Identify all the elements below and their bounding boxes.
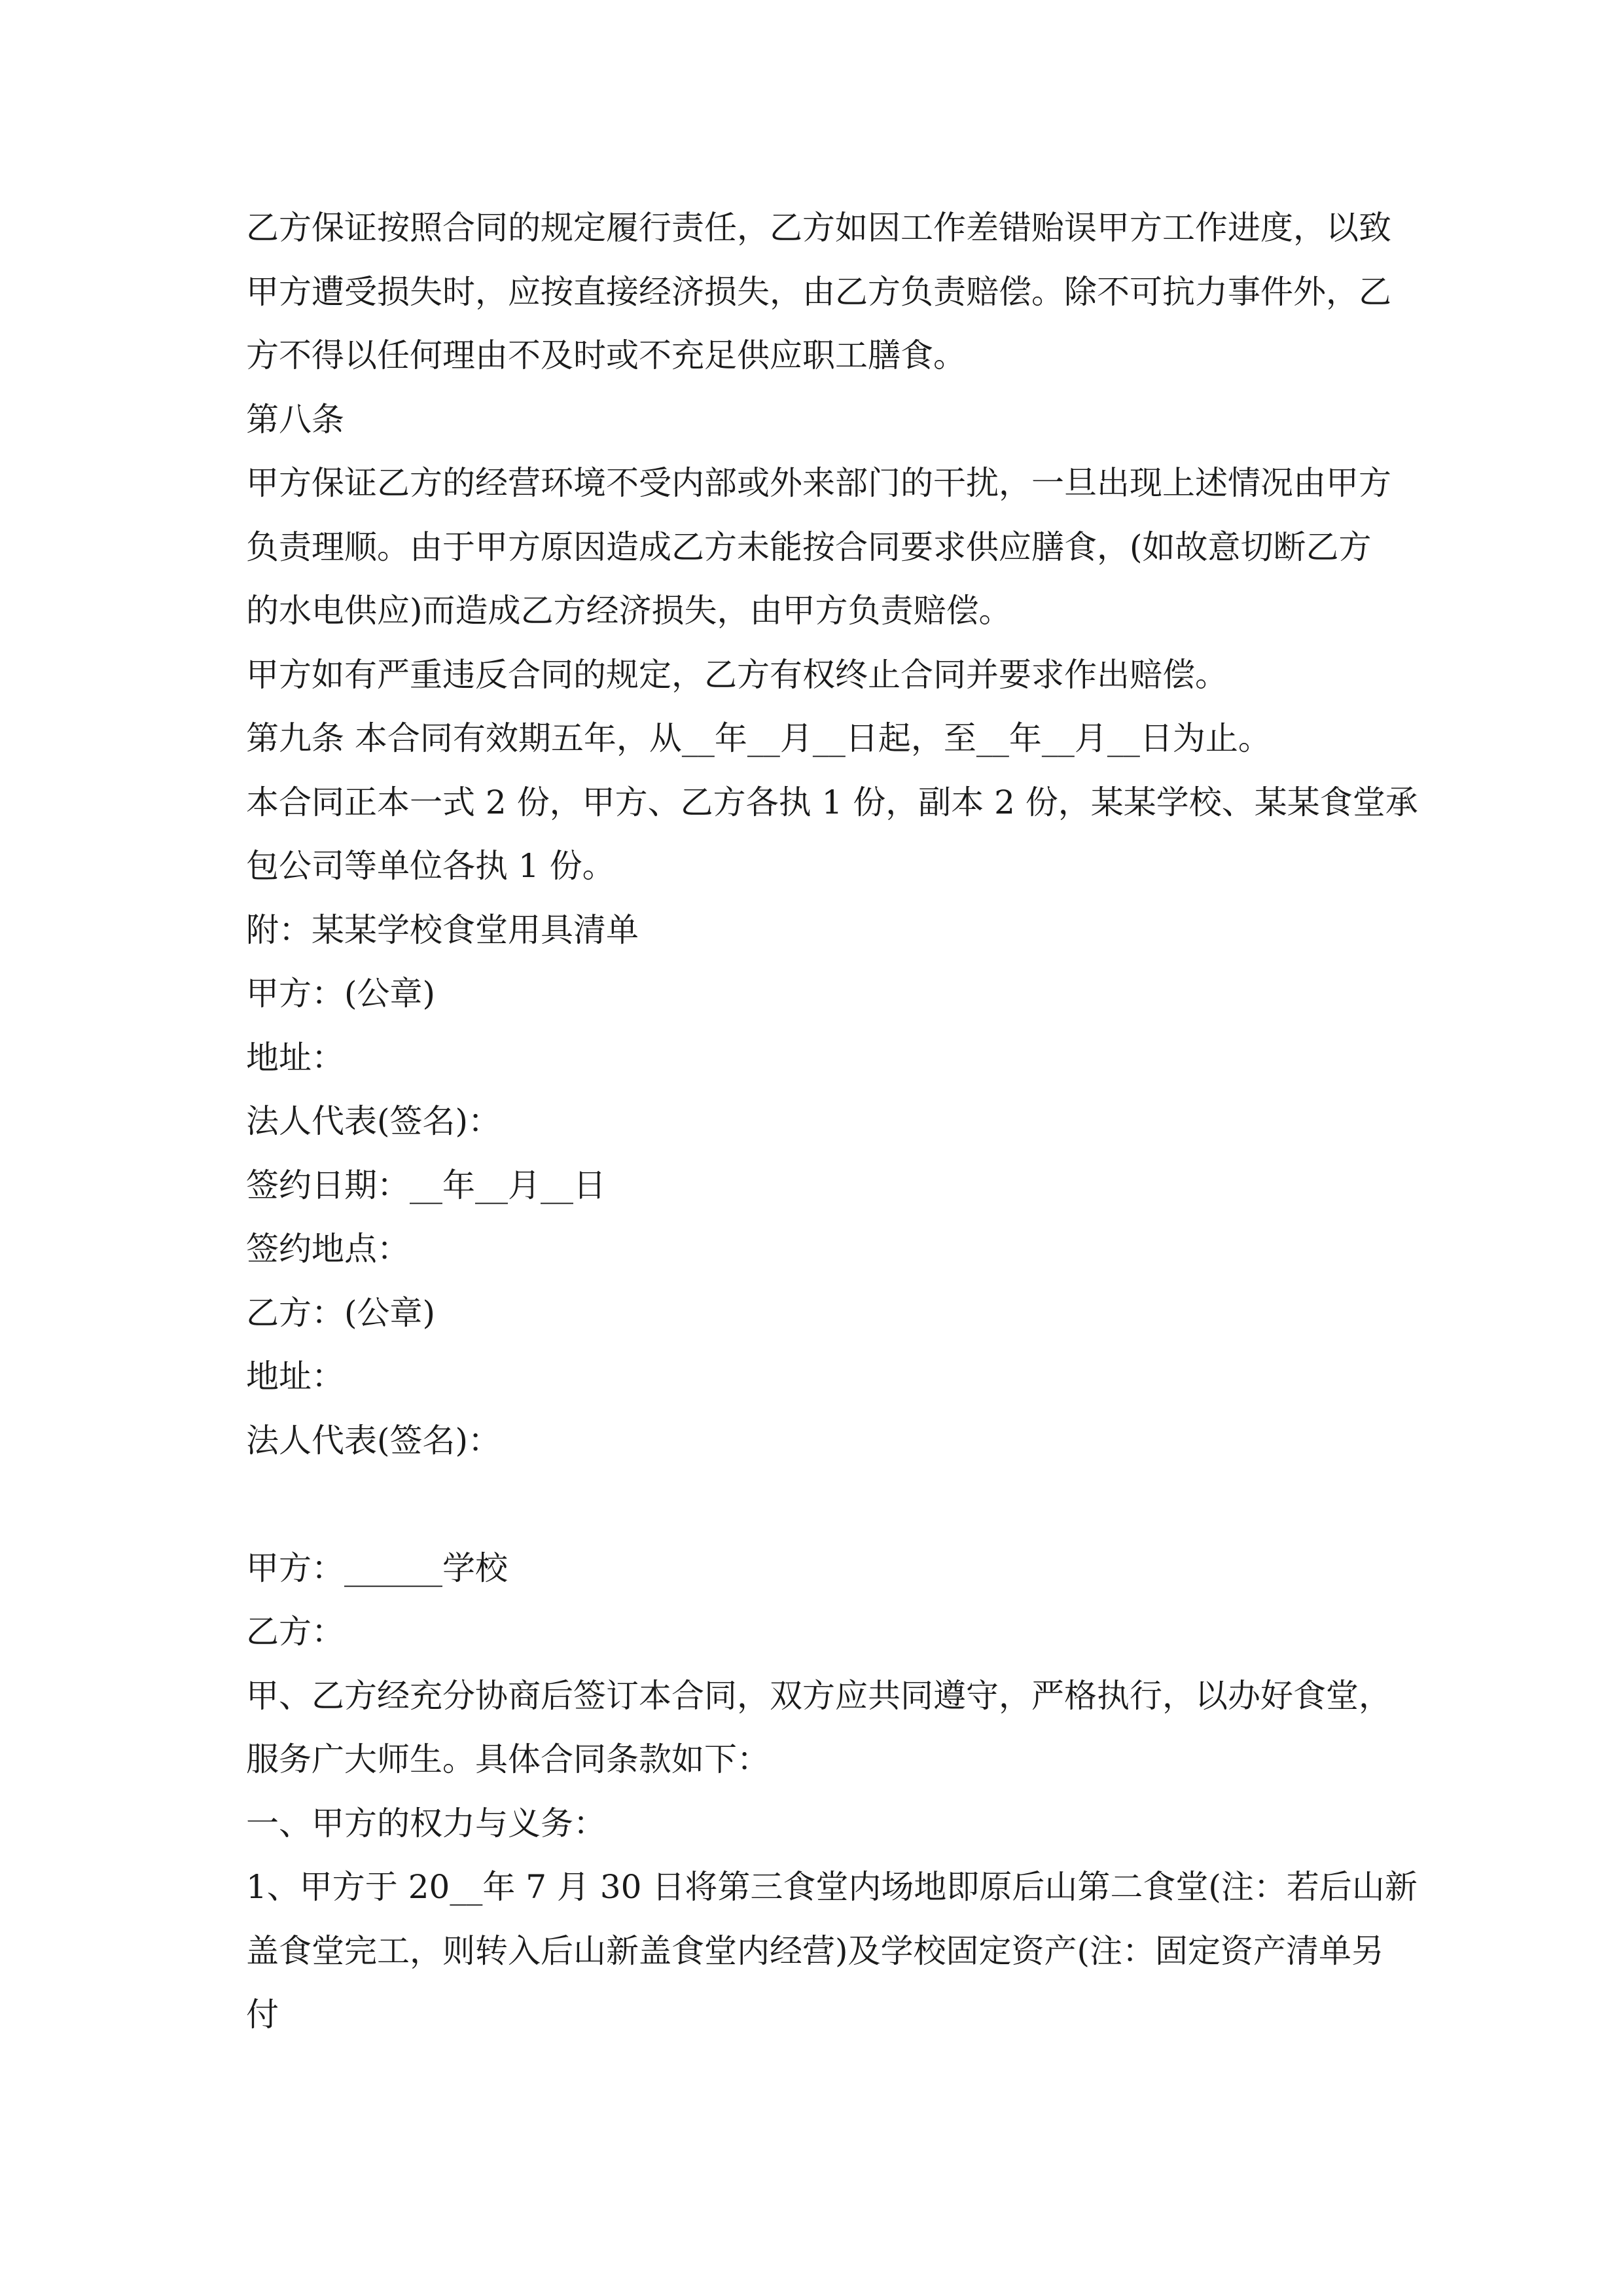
party-a-school: 甲方：______学校 bbox=[246, 1549, 508, 1587]
text-line: 包公司等单位各执 1 份。 bbox=[246, 847, 615, 885]
text-line: 第九条 本合同有效期五年，从__年__月__日起，至__年__月__日为止。 bbox=[246, 719, 1271, 757]
party-a-address: 地址： bbox=[246, 1038, 344, 1077]
section-heading: 一、甲方的权力与义务： bbox=[246, 1804, 606, 1842]
text-line: 方不得以任何理由不及时或不充足供应职工膳食。 bbox=[246, 336, 966, 374]
text-line: 甲、乙方经充分协商后签订本合同，双方应共同遵守，严格执行，以办好食堂， bbox=[246, 1676, 1391, 1715]
article-heading: 第八条 bbox=[246, 400, 344, 439]
signing-place: 签约地点： bbox=[246, 1230, 410, 1268]
party-a-representative: 法人代表(签名)： bbox=[246, 1102, 501, 1140]
text-line: 本合同正本一式 2 份，甲方、乙方各执 1 份，副本 2 份，某某学校、某某食堂承 bbox=[246, 783, 1418, 821]
text-line: 甲方如有严重违反合同的规定，乙方有权终止合同并要求作出赔偿。 bbox=[246, 655, 1228, 694]
text-line: 负责理顺。由于甲方原因造成乙方未能按合同要求供应膳食，(如故意切断乙方 bbox=[246, 528, 1372, 566]
document-body bbox=[246, 196, 1418, 2047]
text-line: 盖食堂完工，则转入后山新盖食堂内经营)及学校固定资产(注：固定资产清单另 bbox=[246, 1931, 1385, 1970]
party-b-address: 地址： bbox=[246, 1357, 344, 1395]
party-b-representative: 法人代表(签名)： bbox=[246, 1421, 501, 1460]
text-line: 甲方遭受损失时，应按直接经济损失，由乙方负责赔偿。除不可抗力事件外，乙 bbox=[246, 272, 1391, 311]
text-line: 甲方保证乙方的经营环境不受内部或外来部门的干扰，一旦出现上述情况由甲方 bbox=[246, 464, 1391, 502]
text-line: 1、甲方于 20__年 7 月 30 日将第三食堂内场地即原后山第二食堂(注：若后山新 bbox=[246, 1868, 1418, 1906]
attachment-note: 附：某某学校食堂用具清单 bbox=[246, 910, 639, 949]
signing-date: 签约日期：__年__月__日 bbox=[246, 1166, 606, 1204]
section-gap bbox=[246, 1473, 1385, 1537]
text-line: 乙方保证按照合同的规定履行责任，乙方如因工作差错贻误甲方工作进度，以致 bbox=[246, 209, 1391, 247]
text-line: 付 bbox=[246, 1996, 279, 2034]
party-a-seal: 甲方：(公章) bbox=[246, 975, 436, 1013]
text-line: 的水电供应)而造成乙方经济损失，由甲方负责赔偿。 bbox=[246, 592, 1012, 630]
party-b: 乙方： bbox=[246, 1613, 344, 1651]
text-line: 服务广大师生。具体合同条款如下： bbox=[246, 1740, 770, 1778]
party-b-seal: 乙方：(公章) bbox=[246, 1293, 436, 1332]
